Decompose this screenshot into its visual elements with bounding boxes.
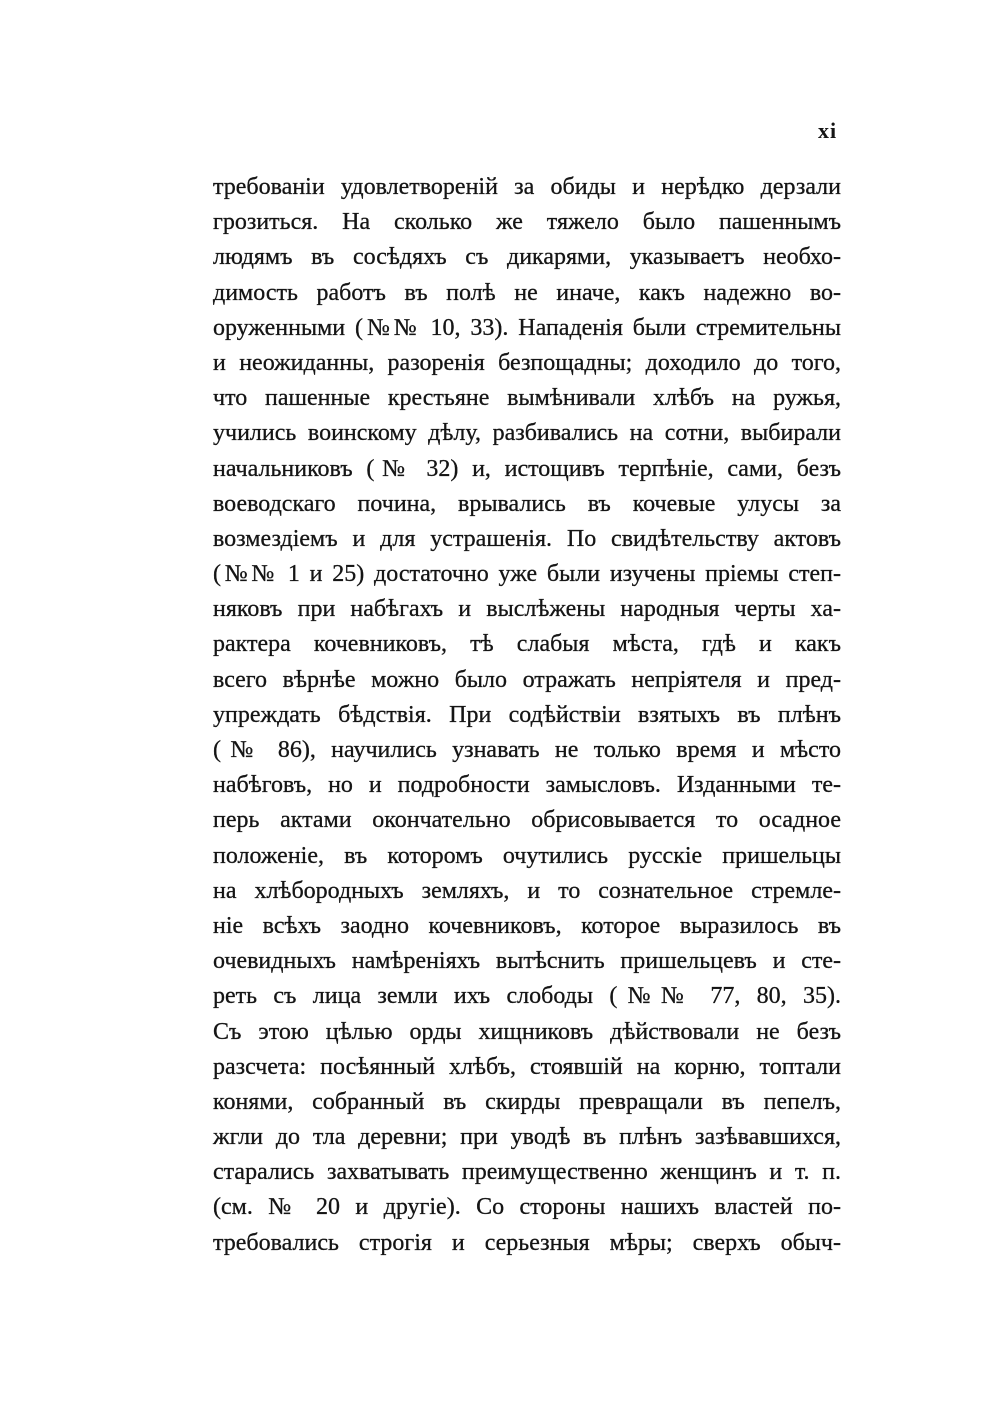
text-line: и неожиданны, разоренія безпощадны; доходило до того, bbox=[213, 349, 841, 376]
text-line: воеводскаго почина, врывались въ кочевые улусы за bbox=[213, 490, 841, 517]
text-line: Съ этою цѣлью орды хищниковъ дѣйствовали не безъ bbox=[213, 1018, 841, 1045]
text-line: возмездіемъ и для устрашенія. По свидѣтельству актовъ bbox=[213, 525, 841, 552]
text-line: ніе всѣхъ заодно кочевниковъ, которое выразилось въ bbox=[213, 912, 841, 939]
page-number: xi bbox=[818, 118, 838, 143]
text-line: перь актами окончательно обрисовывается то осадное bbox=[213, 807, 841, 834]
text-line: няковъ при набѣгахъ и выслѣжены народныя черты ха- bbox=[213, 596, 841, 623]
text-line: (№ 86), научились узнавать не только время и мѣсто bbox=[213, 737, 841, 763]
text-line: рактера кочевниковъ, тѣ слабыя мѣста, гдѣ и какъ bbox=[213, 631, 841, 658]
text-line: жгли до тла деревни; при уводѣ въ плѣнъ зазѣвавшихся, bbox=[213, 1124, 841, 1151]
text-line: очевидныхъ намѣреніяхъ вытѣснить пришельцевъ и сте- bbox=[213, 948, 841, 975]
text-line: старались захватывать преимущественно женщинъ и т. п. bbox=[213, 1159, 841, 1186]
text-line: упреждать бѣдствія. При содѣйствіи взятыхъ въ плѣнъ bbox=[213, 701, 841, 728]
text-line: (см. № 20 и другіе). Со стороны нашихъ властей по- bbox=[213, 1194, 841, 1221]
text-line: что пашенные крестьяне вымѣнивали хлѣбъ на ружья, bbox=[213, 385, 841, 412]
text-line: оруженными (№№ 10, 33). Нападенія были стремительны bbox=[213, 314, 841, 341]
text-line: на хлѣбородныхъ земляхъ, и то сознательное стремле- bbox=[213, 877, 841, 904]
text-line: грозиться. На сколько же тяжело было пашеннымъ bbox=[213, 209, 841, 236]
text-line: требованіи удовлетвореній за обиды и нерѣдко дерзали bbox=[213, 174, 841, 200]
text-line: реть съ лица земли ихъ слободы (№№ 77, 80, 35). bbox=[213, 983, 841, 1010]
text-line: конями, собранный въ скирды превращали въ пепелъ, bbox=[213, 1088, 841, 1115]
text-line: всего вѣрнѣе можно было отражать непріятеля и пред- bbox=[213, 666, 841, 693]
body-text bbox=[213, 170, 841, 1261]
text-line: (№№ 1 и 25) достаточно уже были изучены пріемы степ- bbox=[213, 561, 841, 588]
text-line: димость работъ въ полѣ не иначе, какъ надежно во- bbox=[213, 279, 841, 306]
text-line: положеніе, въ которомъ очутились русскіе пришельцы bbox=[213, 842, 841, 869]
text-line: начальниковъ (№ 32) и, истощивъ терпѣніе, сами, безъ bbox=[213, 455, 841, 482]
text-line: учились воинскому дѣлу, разбивались на сотни, выбирали bbox=[213, 420, 841, 447]
text-line: набѣговъ, но и подробности замысловъ. Изданными те- bbox=[213, 772, 841, 799]
text-line: людямъ въ сосѣдяхъ съ дикарями, указываетъ необхо- bbox=[213, 244, 841, 271]
text-line: требовались строгія и серьезныя мѣры; сверхъ обыч- bbox=[213, 1229, 841, 1256]
text-line: разсчета: посѣянный хлѣбъ, стоявшій на корню, топтали bbox=[213, 1053, 841, 1080]
